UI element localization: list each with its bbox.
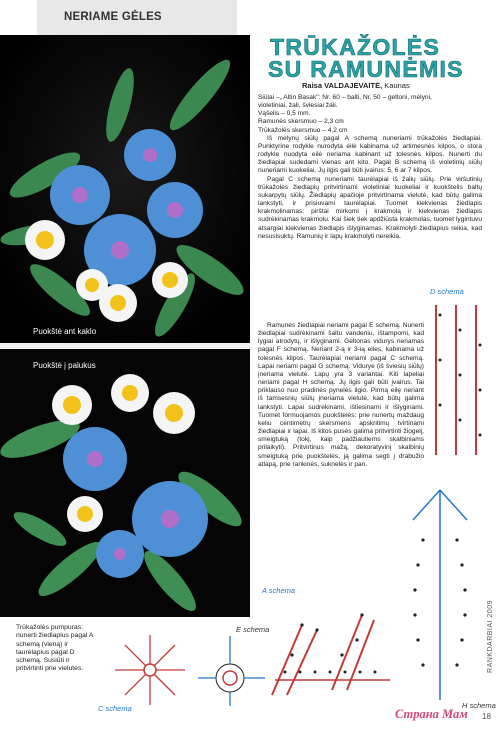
magazine-folio: RANKDARBIAI 2009 xyxy=(487,600,494,673)
materials-line: Trūkažolės skersmuo – 4,2 cm xyxy=(258,126,348,134)
materials-line: Siūlai –„ Altin Basak": Nr. 60 – balti, Nr. 50 – geltoni, mėlyni, xyxy=(258,94,432,101)
author-city: Kaunas xyxy=(384,81,410,90)
paragraph: Iš mėlynų siūlų pagal A schemą nuneriami trūkažolės žiedlapiai. Punktyrine rodykle nurodyta eilė kabinama už artimesnės kilpos, o stora rodykle nuodyta eilė neriama kabinant už tolesnės kilpos. Nunerti du žiedlapiai sudedami vienas ant kito. Pagal B schemą iš violetinių siūlų nuneriami kuokeliai. Jų ilgis gali būti įvairus: 5, 6 ar 7 kilpos. xyxy=(258,134,482,175)
section-label: NERIAME GĖLES xyxy=(64,11,162,23)
d-schema-label: D schema xyxy=(430,287,464,296)
e-schema-label: E schema xyxy=(236,625,270,634)
h-schema-label: H schema xyxy=(462,701,496,710)
bud-caption: Trūkažolės pumpuras: nunerti žiedlapius pagal A schemą (vieną) ir taurėlapius pagal D schemą. Susiūti ir pritvirtinti prie vielutės. xyxy=(16,624,94,673)
photo-bouquet-neck xyxy=(0,35,250,343)
materials-line: violetiniai, žali, šviesiai žali. xyxy=(258,102,338,110)
d-schema-diagram xyxy=(425,290,495,490)
photo-bouquet-cuff xyxy=(0,349,250,617)
c-schema-label: C schema xyxy=(98,704,132,713)
bouquet-illustration-2 xyxy=(0,349,250,617)
article-body-mid xyxy=(258,322,424,482)
leaf-schema-diagram xyxy=(393,480,488,705)
materials-line: Vąšelis – 0,5 mm. xyxy=(258,110,311,118)
article-title-line1: TRŪKAŽOLĖS xyxy=(270,34,441,60)
watermark-logo: Страна Мам xyxy=(395,707,468,721)
g-schema-chain xyxy=(275,660,395,700)
article-body-top xyxy=(258,94,482,271)
photo-caption-1: Puokštė ant kaklo xyxy=(33,327,97,336)
author-line xyxy=(302,81,410,90)
paragraph: Ramunės žiedlapiai neriami pagal E schemą. Nunerti žiedlapiai sudrėkinami šaltu vandeniu, ištampomi, kad lygiai atrodytų, ir išlyginami. Geltonas vidurys neriamas pagal F schemą. Neriant 2-ą ir 3-ią eiles, kabinama už tolesnės kilpos. Taurėlapiai neriami pagal C schemą. Lapai neriami pagal G schemą. Vidurye (iš šviesių siūlų) įneriama vielutė. Lapų yra 3 variantai. Kiti lapeliai neriami pagal H schemą. Jų ilgis gali būti įvairus. Tai priklauso nuo pradinės pynelės ilgio. Pirmą eilę neriant iš tamsesnių siūlų įneriama vielutė, kad būtų galima lankstyti. Lapai sudrėkinami, ištiesinami ir išlyginami. Tuomet formuojamos puokštelės: prie nunertų maždaug keliu centimetrų skersmens apskritimų tvirtinami žiedlapiai ir lapai. Iš kitos pusės galima pritvirtinti žiogelį, smeigtuką (tokį, kaip padžiautiems skalbiniams prilaikyti). Pritvirtinus mažą, dekoratyvinį skalbinių smeigtuką prie puokštelės, ją galima segti į drabužio atlapą, prie rankinės, suknelės ir pan. xyxy=(258,322,424,468)
e-schema-diagram xyxy=(195,628,275,708)
c-schema-diagram xyxy=(110,630,190,710)
photo-caption-2: Puokštė į palukus xyxy=(33,361,96,370)
materials-line: Ramunės skersmuo – 2,3 cm xyxy=(258,118,344,126)
bouquet-illustration-1 xyxy=(0,35,250,343)
a-schema-label: A schema xyxy=(262,586,296,595)
page-number: 18 xyxy=(482,712,491,721)
paragraph: Pagal C schemą nuneriami taurėlapiai iš žalių siūlų. Prie viršutinių trūkažolės žiedlapių pritvirtinami violetiniai kuokeliai ir kuokštelis baltų sukarpytų siūlų. Žiedlapių apačioje pritvirtinama vielutė, kad būtų galima lankstyti, ir prisiuvami taurėlapiai. Tuomet kiekvienas žiedlapis krakmolinamas: pirštai mirkomi į krakmolą ir kiekvienas žiedlapis sudrėkinamas krakmolu. Kai šiek tiek apdžiūsta krakmolas, tuomet lygintuvu atsargiai kiekvienas žiedlapis išlyginamas. Krakmolyti žiedlapius reikia, kad nesusisuktų. Ramunių ir lapų krakmolyti nereikia. xyxy=(258,175,482,240)
article-title-line2: SU RAMUNĖMIS xyxy=(268,56,464,82)
author-name: Raisa VALDAJEVAITĖ, xyxy=(302,81,383,90)
